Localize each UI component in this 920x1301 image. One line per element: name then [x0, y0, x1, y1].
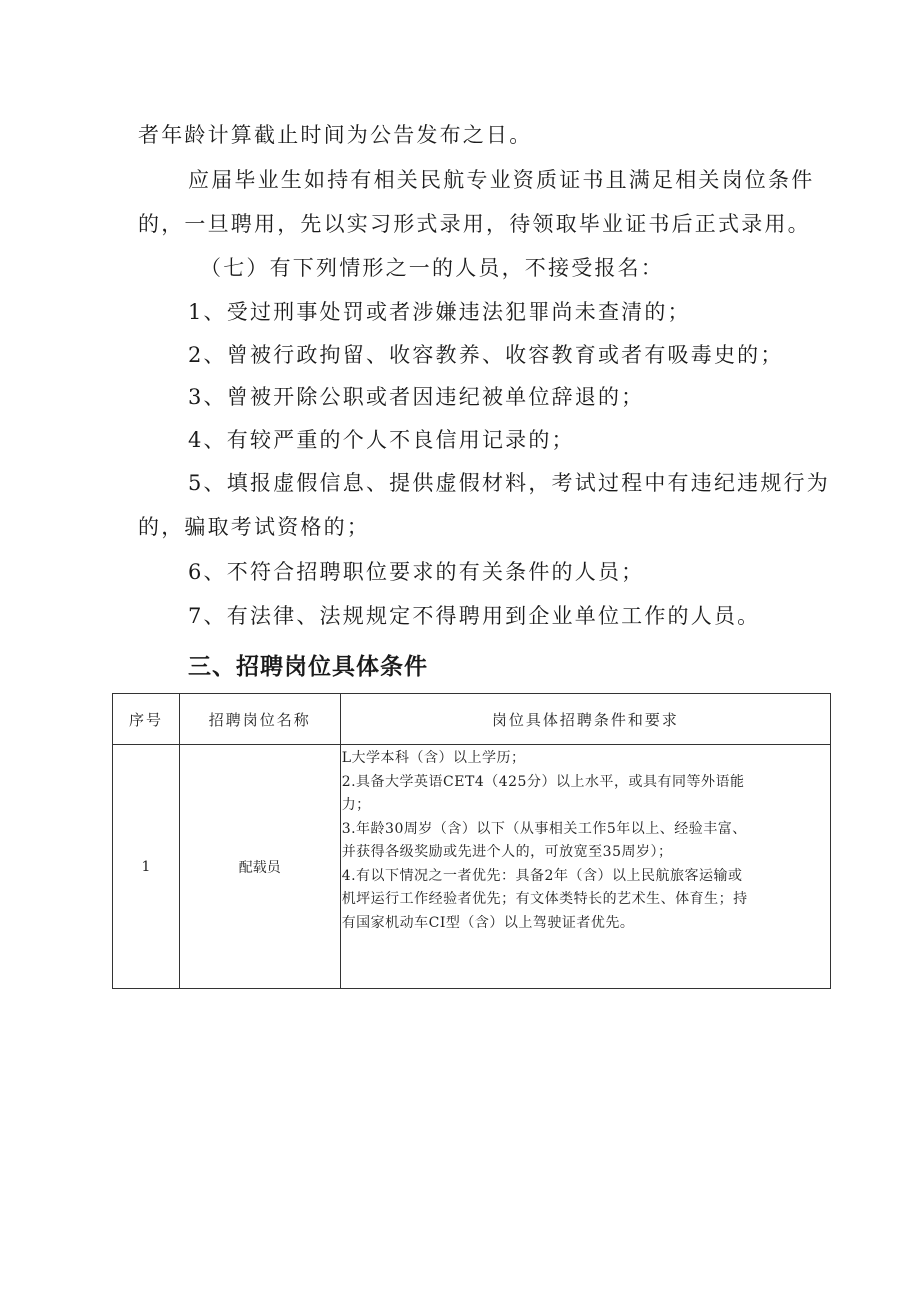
requirements-table [112, 693, 831, 989]
requirement-line: L大学本科（含）以上学历； [341, 750, 526, 766]
requirement-line: 3.年龄30周岁（含）以下（从事相关工作5年以上、经验丰富、 [341, 820, 747, 837]
paragraph-line: 者年龄计算截止时间为公告发布之日。 [138, 123, 533, 147]
requirement-line: 机坪运行工作经验者优先；有文体类特长的艺术生、体育生；持 [341, 891, 748, 907]
header-index: 序号 [113, 694, 180, 745]
list-item-1: 1、受过刑事处罚或者涉嫌违法犯罪尚未查清的； [188, 300, 691, 324]
requirement-line: 并获得各级奖励或先进个人的，可放宽至35周岁）； [341, 844, 673, 860]
requirement-line: 力； [341, 797, 371, 813]
header-position: 招聘岗位名称 [179, 694, 340, 745]
table-row [113, 745, 831, 989]
paragraph-line: （七）有下列情形之一的人员，不接受报名： [200, 256, 664, 280]
paragraph-line: 应届毕业生如持有相关民航专业资质证书且满足相关岗位条件 [188, 168, 815, 192]
list-item-7: 7、有法律、法规规定不得聘用到企业单位工作的人员。 [188, 604, 761, 628]
list-item-5: 5、填报虚假信息、提供虚假材料，考试过程中有违纪违规行为 [188, 471, 830, 495]
list-item-5-cont: 的，骗取考试资格的； [138, 515, 370, 539]
list-item-4: 4、有较严重的个人不良信用记录的； [188, 428, 575, 452]
cell-requirements [340, 745, 830, 989]
requirement-line: 有国家机动车CI型（含）以上驾驶证者优先。 [341, 914, 635, 931]
paragraph-line: 的，一旦聘用，先以实习形式录用，待领取毕业证书后正式录用。 [138, 212, 811, 236]
header-requirements: 岗位具体招聘条件和要求 [340, 694, 830, 745]
requirement-line: 4.有以下情况之一者优先：具备2年（含）以上民航旅客运输或 [341, 867, 743, 884]
list-item-2: 2、曾被行政拘留、收容教养、收容教育或者有吸毒史的； [188, 343, 784, 367]
section-heading: 三、招聘岗位具体条件 [188, 654, 428, 680]
cell-position: 配载员 [179, 745, 340, 989]
list-item-3: 3、曾被开除公职或者因违纪被单位辞退的； [188, 385, 645, 409]
list-item-6: 6、不符合招聘职位要求的有关条件的人员； [188, 560, 645, 584]
table-header-row [113, 694, 831, 745]
cell-index: 1 [113, 745, 180, 989]
requirement-line: 2.具备大学英语CET4（425分）以上水平，或具有同等外语能 [341, 773, 745, 790]
